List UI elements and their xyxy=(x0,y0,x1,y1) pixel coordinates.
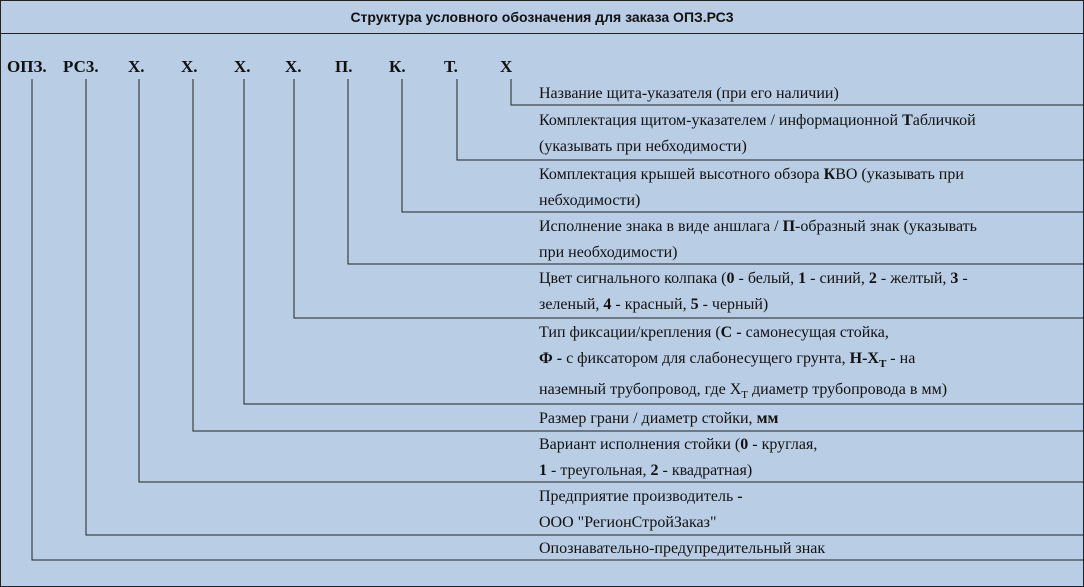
page-title: Структура условного обозначения для заказа ОПЗ.РС3 xyxy=(1,1,1083,34)
code-part-10: Х xyxy=(500,57,513,76)
code-part-9: Т. xyxy=(444,57,458,76)
code-part-2: РС3. xyxy=(63,57,99,76)
leader-line-4 xyxy=(193,79,1083,431)
code-part-8: К. xyxy=(389,57,406,76)
code-part-1: ОПЗ. xyxy=(7,57,47,76)
code-part-3: Х. xyxy=(128,57,145,76)
code-part-5: Х. xyxy=(234,57,251,76)
description-line: Цвет сигнального колпака (0 - белый, 1 - синий, 2 - желтый, 3 - xyxy=(539,270,968,287)
description-line: Тип фиксации/крепления (С - самонесущая стойка, xyxy=(539,324,889,341)
leader-lines xyxy=(1,1,1083,586)
leader-line-10 xyxy=(511,79,1083,105)
description-line: Вариант исполнения стойки (0 - круглая, xyxy=(539,436,818,453)
leader-line-6 xyxy=(294,79,1083,318)
description-line: при необходимости) xyxy=(539,244,678,261)
code-part-4: Х. xyxy=(181,57,198,76)
description-line: ООО "РегионСтройЗаказ" xyxy=(539,514,717,531)
leader-line-3 xyxy=(139,79,1083,482)
leader-line-7 xyxy=(348,79,1083,264)
description-line: (указывать при небходимости) xyxy=(539,138,747,155)
description-line: Размер грани / диаметр стойки, мм xyxy=(539,410,779,427)
description-line: Ф - с фиксатором для слабонесущего грунта, $Н-Х_Т$ - на xyxy=(539,350,916,371)
description-line: Опознавательно-предупредительный знак xyxy=(539,540,826,557)
description-line: 1 - треугольная, 2 - квадратная) xyxy=(539,462,753,479)
description-line: Название щита-указателя (при его наличии) xyxy=(539,85,839,102)
leader-line-9 xyxy=(457,79,1083,160)
description-line: зеленый, 4 - красный, 5 - черный) xyxy=(539,296,769,313)
code-part-7: П. xyxy=(335,57,353,76)
code-part-6: Х. xyxy=(285,57,302,76)
description-line: наземный трубопровод, где $Х_Т$ диаметр трубопровода в мм) xyxy=(539,381,948,402)
description-line: Комплектация крышей высотного обзора КВО (указывать при xyxy=(539,166,964,183)
description-line: Исполнение знака в виде аншлага / П-образный знак (указывать xyxy=(539,218,977,235)
description-line: Комплектация щитом-указателем / информационной Табличкой xyxy=(539,112,976,129)
leader-line-8 xyxy=(402,79,1083,212)
description-line: Предприятие производитель - xyxy=(539,488,743,505)
description-line: небходимости) xyxy=(539,192,641,209)
leader-line-5 xyxy=(244,79,1083,404)
leader-line-1 xyxy=(32,79,1083,560)
leader-line-2 xyxy=(86,79,1083,535)
